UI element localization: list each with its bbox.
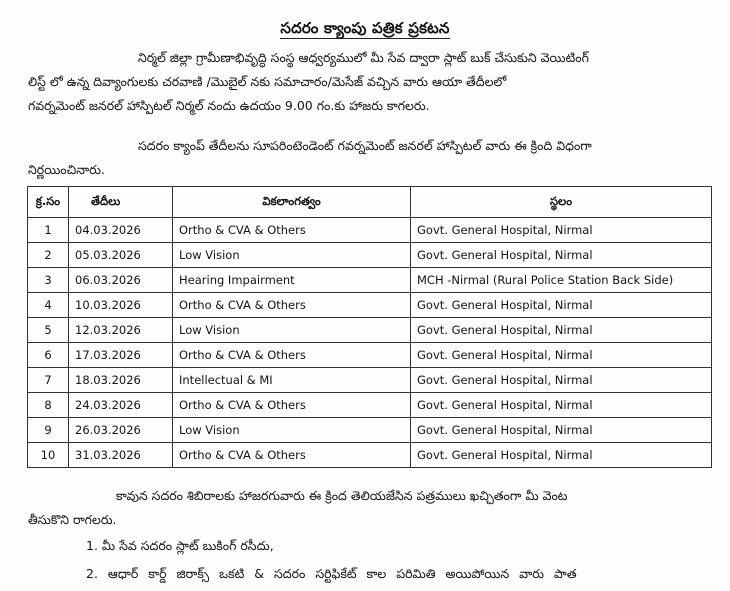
document-item-2: 2. ఆధార్ కార్డ్ జిరాక్స్ ఒకటి & సదరం సర్టిఫికేట్ కాల పరిమితి అయిపోయిన వారు పాత xyxy=(86,566,577,581)
cell-category: Low Vision xyxy=(173,243,411,268)
cell-place: MCH -Nirmal (Rural Police Station Back Side) xyxy=(411,268,712,293)
cell-sno: 5 xyxy=(28,318,69,343)
cell-sno: 2 xyxy=(28,243,69,268)
schedule-note-line-2: నిర్ణయించినారు. xyxy=(28,162,105,177)
table-row xyxy=(28,418,712,443)
notice-title: సదరం క్యాంపు పత్రిక ప్రకటన xyxy=(280,19,450,37)
documents-note-line-2: తీసుకొని రాగలరు. xyxy=(28,512,117,527)
cell-category: Intellectual & MI xyxy=(173,368,411,393)
cell-sno: 7 xyxy=(28,368,69,393)
cell-category: Low Vision xyxy=(173,318,411,343)
document-item-1: 1. మీ సేవ సదరం స్లాట్ బుకింగ్ రసీదు, xyxy=(86,538,274,553)
header-date: తేదీలు xyxy=(69,187,173,218)
cell-category: Ortho & CVA & Others xyxy=(173,443,411,468)
cell-category: Ortho & CVA & Others xyxy=(173,218,411,243)
cell-date: 18.03.2026 xyxy=(69,368,173,393)
cell-sno: 10 xyxy=(28,443,69,468)
schedule-note-line-1: సదరం క్యాంప్ తేదీలను సూపరింటెండెంట్ గవర్నమెంట్ జనరల్ హాస్పిటల్ వారు ఈ క్రింది విధంగా xyxy=(138,138,592,153)
cell-place: Govt. General Hospital, Nirmal xyxy=(411,393,712,418)
table-row xyxy=(28,293,712,318)
documents-note xyxy=(28,484,718,532)
cell-place: Govt. General Hospital, Nirmal xyxy=(411,443,712,468)
table-row xyxy=(28,343,712,368)
camp-schedule-table xyxy=(27,186,712,468)
cell-date: 17.03.2026 xyxy=(69,343,173,368)
table-row xyxy=(28,443,712,468)
cell-date: 24.03.2026 xyxy=(69,393,173,418)
table-row xyxy=(28,243,712,268)
cell-date: 31.03.2026 xyxy=(69,443,173,468)
cell-place: Govt. General Hospital, Nirmal xyxy=(411,368,712,393)
cell-date: 04.03.2026 xyxy=(69,218,173,243)
table-row xyxy=(28,393,712,418)
cell-category: Ortho & CVA & Others xyxy=(173,343,411,368)
cell-category: Hearing Impairment xyxy=(173,268,411,293)
cell-date: 05.03.2026 xyxy=(69,243,173,268)
intro-line-2: లిస్ట్ లో ఉన్న దివ్యాంగులకు చరవాణి /మొబైల్ నకు సమాచారం/మెసేజ్ వచ్చిన వారు ఆయా తేదీలలో xyxy=(28,74,507,89)
cell-date: 26.03.2026 xyxy=(69,418,173,443)
cell-sno: 1 xyxy=(28,218,69,243)
cell-place: Govt. General Hospital, Nirmal xyxy=(411,293,712,318)
cell-sno: 8 xyxy=(28,393,69,418)
header-sno: క్ర.సం xyxy=(28,187,69,218)
cell-place: Govt. General Hospital, Nirmal xyxy=(411,218,712,243)
cell-category: Ortho & CVA & Others xyxy=(173,293,411,318)
cell-sno: 4 xyxy=(28,293,69,318)
cell-date: 12.03.2026 xyxy=(69,318,173,343)
intro-paragraph xyxy=(28,46,718,118)
cell-sno: 9 xyxy=(28,418,69,443)
table-row xyxy=(28,318,712,343)
intro-line-3: గవర్నమెంట్ జనరల్ హాస్పిటల్ నిర్మల్ నందు ఉదయం 9.00 గం.కు హాజరు కాగలరు. xyxy=(28,98,430,113)
cell-category: Low Vision xyxy=(173,418,411,443)
cell-sno: 6 xyxy=(28,343,69,368)
header-place: స్థలం xyxy=(411,187,712,218)
table-row xyxy=(28,368,712,393)
table-row xyxy=(28,218,712,243)
table-header-row xyxy=(28,187,712,218)
cell-category: Ortho & CVA & Others xyxy=(173,393,411,418)
cell-place: Govt. General Hospital, Nirmal xyxy=(411,343,712,368)
cell-place: Govt. General Hospital, Nirmal xyxy=(411,418,712,443)
intro-line-1: నిర్మల్ జిల్లా గ్రామీణాభివృద్ధి సంస్థ ఆధ్వర్యములో మీ సేవ ద్వారా స్లాట్ బుక్ చేసుకుని వెయిటింగ్ xyxy=(138,50,589,65)
cell-place: Govt. General Hospital, Nirmal xyxy=(411,318,712,343)
cell-sno: 3 xyxy=(28,268,69,293)
schedule-note xyxy=(28,134,718,182)
documents-note-line-1: కావున సదరం శిబిరాలకు హాజరగువారు ఈ క్రింద తెలియజేసిన పత్రములు ఖచ్చితంగా మీ వెంట xyxy=(116,488,568,503)
cell-place: Govt. General Hospital, Nirmal xyxy=(411,243,712,268)
header-category: వికలాంగత్వం xyxy=(173,187,411,218)
cell-date: 06.03.2026 xyxy=(69,268,173,293)
cell-date: 10.03.2026 xyxy=(69,293,173,318)
table-row xyxy=(28,268,712,293)
